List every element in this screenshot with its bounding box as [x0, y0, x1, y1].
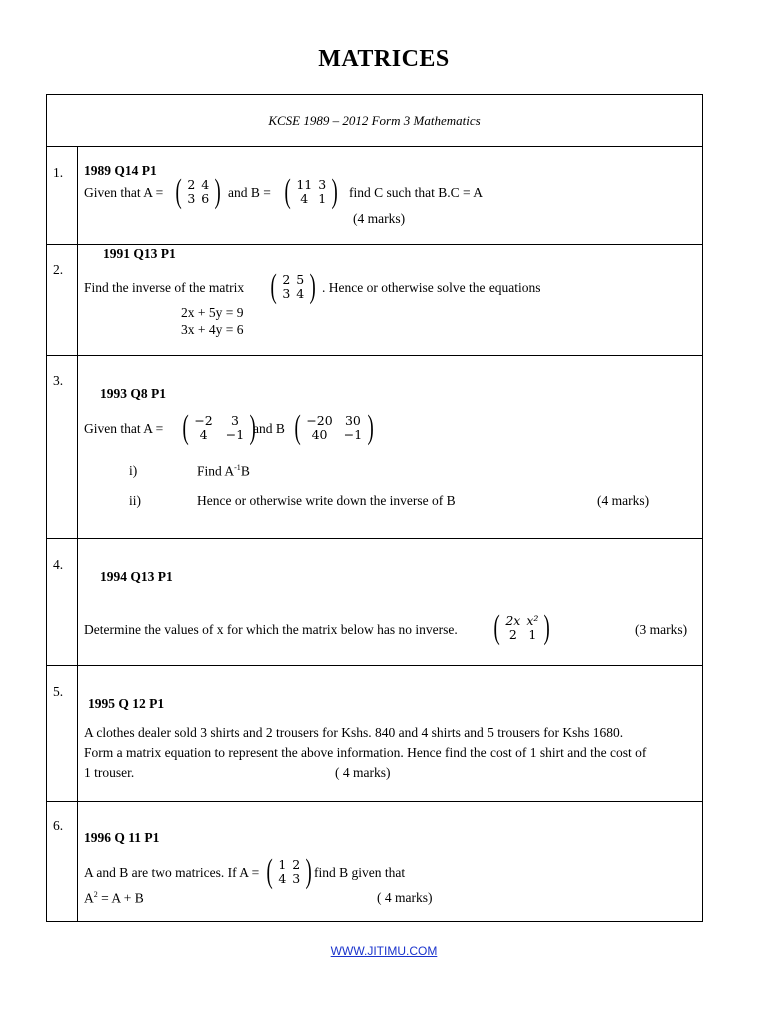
matrix: ( 2x x² 2 1 ) — [493, 609, 551, 646]
matrix-b: ( 11 3 4 1 ) — [284, 173, 338, 210]
question-text: . Hence or otherwise solve the equations — [322, 280, 541, 295]
row-divider — [47, 801, 702, 802]
question-number: 5. — [53, 684, 64, 699]
row-divider — [47, 538, 702, 539]
question-code: 1993 Q8 P1 — [100, 386, 166, 401]
page-title: MATRICES — [318, 46, 450, 72]
question-text: Find the inverse of the matrix — [84, 280, 245, 295]
row-divider — [47, 244, 702, 245]
item-label: i) — [129, 463, 138, 478]
marks-label: (4 marks) — [353, 211, 406, 226]
question-number: 1. — [53, 165, 64, 180]
matrix: ( 2 5 3 4 ) — [270, 268, 317, 305]
question-number: 6. — [53, 818, 64, 833]
question-text: Form a matrix equation to represent the above information. Hence find the cost of 1 shirt and the cost of — [84, 745, 647, 760]
item-label: ii) — [129, 493, 141, 508]
matrix-a: ( 2 4 3 6 ) — [175, 173, 222, 210]
question-text: A clothes dealer sold 3 shirts and 2 trousers for Kshs. 840 and 4 shirts and 5 trousers for Kshs 1680. — [84, 725, 624, 740]
question-number: 3. — [53, 373, 64, 388]
question-text: Given that A = — [84, 421, 164, 436]
question-number: 4. — [53, 557, 64, 572]
marks-label: (4 marks) — [597, 493, 650, 508]
question-text: and B = — [228, 185, 271, 200]
question-text: Given that A = — [84, 185, 164, 200]
equation: 2x + 5y = 9 — [181, 305, 244, 320]
equation: 3x + 4y = 6 — [181, 322, 244, 337]
equation: $A^2 = A + B$ — [84, 890, 144, 906]
questions-table — [46, 94, 703, 922]
question-number: 2. — [53, 262, 64, 277]
question-code: 1989 Q14 P1 — [84, 163, 157, 178]
marks-label: (3 marks) — [635, 622, 688, 637]
question-text: find B given that — [314, 865, 406, 880]
footer-link[interactable]: WWW.JITIMU.COM — [330, 944, 438, 958]
question-code: 1994 Q13 P1 — [100, 569, 173, 584]
matrix: ( 1 2 4 3 ) — [266, 853, 313, 890]
question-text: find C such that B.C = A — [349, 185, 483, 200]
table-header: KCSE 1989 – 2012 Form 3 Mathematics — [268, 113, 481, 128]
item-text: Find $A^{-1}B$ — [197, 463, 250, 479]
question-text: and B — [253, 421, 285, 436]
question-code: 1995 Q 12 P1 — [88, 696, 165, 711]
item-text: Hence or otherwise write down the inverse of B — [197, 493, 456, 508]
question-text: A and B are two matrices. If A = — [84, 865, 260, 880]
marks-label: ( 4 marks) — [335, 765, 391, 780]
row-divider — [47, 146, 702, 147]
question-code: 1991 Q13 P1 — [103, 246, 176, 261]
number-column-divider — [77, 146, 78, 921]
question-code: 1996 Q 11 P1 — [84, 830, 160, 845]
row-divider — [47, 665, 702, 666]
question-text: 1 trouser. — [84, 765, 135, 780]
matrix-b: ( −20 30 40 −1 ) — [294, 409, 374, 446]
marks-label: ( 4 marks) — [377, 890, 433, 905]
row-divider — [47, 355, 702, 356]
question-text: Determine the values of x for which the matrix below has no inverse. — [84, 622, 458, 637]
matrix-a: ( −2 3 4 −1 ) — [182, 409, 256, 446]
